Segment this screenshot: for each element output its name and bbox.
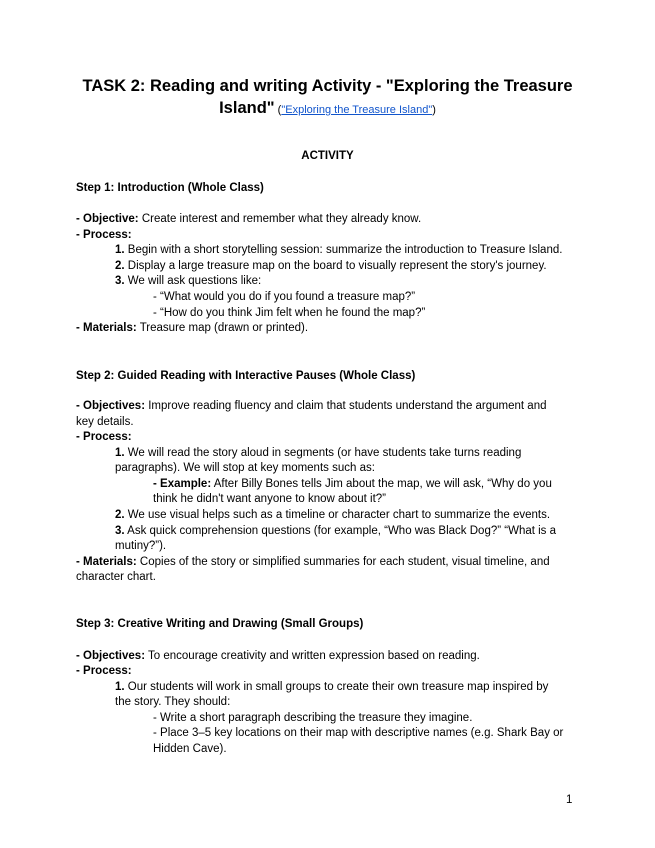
step1-item-3-text: We will ask questions like: [124,275,262,287]
step2-item-1-text-1: We will read the story aloud in segments (or have students take turns reading [124,447,522,459]
step3-item-1-num: 1. [115,681,125,693]
step1-item-2-num: 2. [115,260,125,272]
step2-item-1 [115,446,521,461]
step3-objectives-label: - Objectives: [76,650,146,662]
title-paren-close: ) [432,104,436,116]
step2-example [153,477,552,492]
step3-objectives [76,649,480,664]
step1-question-2: - “How do you think Jim felt when he found the map?” [153,307,426,319]
step2-objectives-text-1: Improve reading fluency and claim that students understand the argument and [145,400,547,412]
step2-process-label: - Process: [76,431,132,443]
step1-question-1: - “What would you do if you found a treasure map?” [153,291,416,303]
step3-item-1-text-1: Our students will work in small groups to create their own treasure map inspired by [124,681,549,693]
step1-objective [76,212,421,227]
step1-item-1 [115,243,562,258]
title-link[interactable]: "Exploring the Treasure Island" [281,104,433,116]
step2-item-1-num: 1. [115,447,125,459]
title-line-2 [60,97,595,121]
step1-objective-label: - Objective: [76,213,139,225]
step2-item-3 [115,524,556,539]
title-line-1: TASK 2: Reading and writing Activity - "Exploring the Treasure [82,77,573,95]
step2-example-text-1: After Billy Bones tells Jim about the map, we will ask, “Why do you [211,478,552,490]
step1-materials [76,321,308,336]
step2-example-text-2: think he didn't want anyone to know about it?” [153,493,386,505]
step2-item-1-text-2: paragraphs). We will stop at key moments such as: [115,462,375,474]
step2-objectives-text-2: key details. [76,416,134,428]
step2-process [76,430,132,445]
step1-objective-text: Create interest and remember what they already know. [138,213,422,225]
step2-objectives [76,399,547,414]
step2-item-2-text: We use visual helps such as a timeline or character chart to summarize the events. [124,509,551,521]
step3-item-1 [115,680,548,695]
step2-materials [76,555,550,570]
step3-subitem-2: - Place 3–5 key locations on their map with descriptive names (e.g. Shark Bay or [153,727,564,739]
step2-materials-text-1: Copies of the story or simplified summaries for each student, visual timeline, and [136,556,550,568]
step3-objectives-text: To encourage creativity and written expression based on reading. [145,650,480,662]
step3-subitem-1: - Write a short paragraph describing the treasure they imagine. [153,712,473,724]
step1-materials-text: Treasure map (drawn or printed). [136,322,309,334]
step1-process-label: - Process: [76,229,132,241]
step1-item-3 [115,274,261,289]
step2-materials-text-2: character chart. [76,571,156,583]
step3-process-label: - Process: [76,665,132,677]
step1-item-1-text: Begin with a short storytelling session: summarize the introduction to Treasure Island. [124,244,563,256]
step2-example-label: - Example: [153,478,212,490]
step2-item-2 [115,508,550,523]
step2-item-3-num: 3. [115,525,125,537]
step1-materials-label: - Materials: [76,322,137,334]
activity-heading: ACTIVITY [301,150,354,162]
step1-item-2 [115,259,547,274]
step2-item-3-text-1: Ask quick comprehension questions (for example, “Who was Black Dog?” “What is a [124,525,557,537]
step2-materials-label: - Materials: [76,556,137,568]
page-number: 1 [566,794,573,806]
step3-heading: Step 3: Creative Writing and Drawing (Small Groups) [76,618,364,630]
step1-item-1-num: 1. [115,244,125,256]
step1-item-3-num: 3. [115,275,125,287]
step1-heading: Step 1: Introduction (Whole Class) [76,182,264,194]
step1-process [76,228,132,243]
page-title [60,75,595,121]
title-paren-open: ( [274,104,282,116]
step2-heading: Step 2: Guided Reading with Interactive Pauses (Whole Class) [76,370,416,382]
step1-item-2-text: Display a large treasure map on the board to visually represent the story's journey. [124,260,547,272]
step2-item-3-text-2: mutiny?”). [115,540,167,552]
step2-objectives-label: - Objectives: [76,400,146,412]
title-line-2-text: Island" [219,99,275,117]
step2-item-2-num: 2. [115,509,125,521]
step3-process [76,664,132,679]
step3-subitem-2-cont: Hidden Cave). [153,743,227,755]
step3-item-1-text-2: the story. They should: [115,696,231,708]
